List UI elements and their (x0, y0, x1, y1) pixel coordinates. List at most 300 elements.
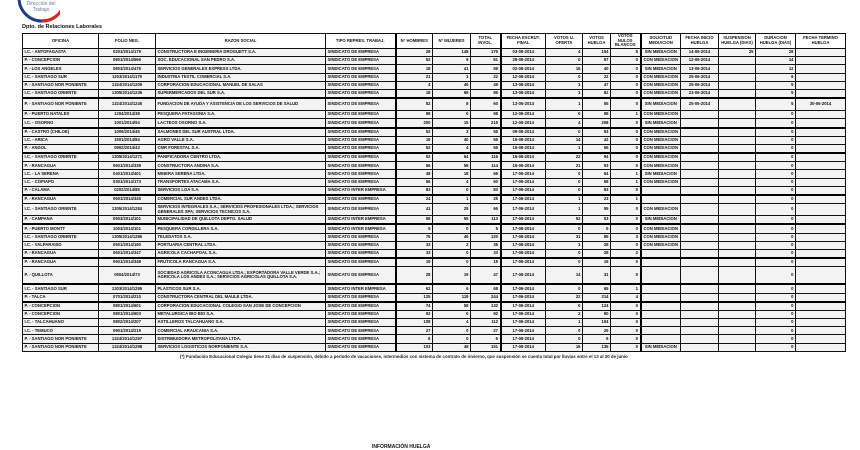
table-cell: 45 (433, 233, 471, 241)
table-cell: CONSTRUCTORA ANDINA S.A. (156, 162, 326, 170)
table-cell: 25 (583, 327, 611, 335)
table-cell (719, 153, 756, 162)
table-cell: 21 (546, 162, 583, 170)
table-cell: 68 (471, 284, 501, 293)
table-cell (796, 343, 846, 351)
table-cell: 52 (396, 57, 433, 65)
table-cell: 16-06-2014 (501, 162, 546, 170)
table-cell (796, 128, 846, 137)
table-cell: SERVICIOS GENERALES EXPRESS LTDA. (156, 65, 326, 73)
table-cell: I.C. - TALCAHUANO (23, 319, 99, 327)
table-cell: 98 (396, 111, 433, 119)
table-cell: 0 (433, 249, 471, 258)
table-cell: 0 (546, 178, 583, 186)
table-header-row (23, 34, 846, 49)
table-cell: SINDICATO DE EMPRESA (326, 241, 396, 249)
table-cell: PANIFICADORA CENTRO LTDA. (156, 153, 326, 162)
table-cell: 40 (433, 136, 471, 144)
table-cell: PORTUARIA CENTRAL LTDA. (156, 241, 326, 249)
table-row (23, 343, 846, 351)
table-cell: 0 (611, 73, 641, 81)
table-cell: I.C. - COPIAPO (23, 178, 99, 186)
table-cell: P. - RANCAGUA (23, 249, 99, 258)
table-cell: 215 (471, 119, 501, 128)
table-cell: 27 (471, 327, 501, 335)
table-cell: 0 (756, 258, 796, 267)
table-cell: 55 (433, 216, 471, 225)
table-cell (681, 186, 719, 195)
table-cell: 52 (396, 144, 433, 153)
table-cell: SINDICATO DE EMPRESA (326, 98, 396, 111)
table-cell: 1 (433, 195, 471, 204)
table-row (23, 267, 846, 285)
table-cell: 0 (611, 136, 641, 144)
table-cell: 108 (396, 319, 433, 327)
table-cell (681, 293, 719, 302)
table-cell: 0801/2014/566 (99, 57, 156, 65)
table-cell: P. - CAMPANA (23, 216, 99, 225)
table-cell (796, 319, 846, 327)
table-cell: 92 (396, 310, 433, 318)
table-cell (681, 267, 719, 285)
column-header: TIPO REPRES. TRABAJ. (326, 34, 396, 49)
table-cell (719, 302, 756, 311)
table-cell (641, 284, 681, 293)
table-cell: 0 (756, 319, 796, 327)
table-cell: 3 (611, 233, 641, 241)
table-cell (681, 178, 719, 186)
table-cell (719, 136, 756, 144)
table-row (23, 153, 846, 162)
table-cell: 0 (546, 258, 583, 267)
table-cell: 1005/2014/45 (99, 128, 156, 137)
table-cell (681, 170, 719, 178)
table-cell: 1 (611, 284, 641, 293)
table-cell: 0 (756, 302, 796, 311)
table-cell (719, 81, 756, 89)
table-cell: 1305/2014/1286 (99, 233, 156, 241)
table-cell: 114 (471, 162, 501, 170)
table-cell: 0 (756, 144, 796, 153)
table-cell: 56 (396, 178, 433, 186)
table-row (23, 73, 846, 81)
table-cell: I.C. - SANTIAGO ORIENTE (23, 204, 99, 216)
table-cell: P. - CONCEPCION (23, 302, 99, 311)
table-cell: P. - SANTIAGO NOR PONIENTE (23, 343, 99, 351)
table-cell: 16-06-2014 (501, 144, 546, 153)
table-cell: CON MEDIACION (641, 153, 681, 162)
table-cell (719, 310, 756, 318)
table-cell (681, 327, 719, 335)
table-cell: 33 (396, 249, 433, 258)
table-cell: I.C. - OSORNO (23, 119, 99, 128)
table-cell: SUPERMERCADOS DEL SUR S.A. (156, 89, 326, 98)
table-cell: I.C. - SANTIAGO SUR (23, 73, 99, 81)
table-cell: 0 (756, 327, 796, 335)
table-cell: 132 (471, 302, 501, 311)
table-cell: 0 (756, 136, 796, 144)
table-cell: 0601/2014/339 (99, 162, 156, 170)
table-cell: 17-06-2014 (501, 233, 546, 241)
column-header: VOTOS NULOS BLANCOS (611, 34, 641, 49)
column-header: OFICINA (23, 34, 99, 49)
table-cell: SIN MEDIACION (641, 98, 681, 111)
table-cell: 0 (756, 267, 796, 285)
table-cell: 28 (396, 267, 433, 285)
table-cell (641, 310, 681, 318)
table-cell (719, 319, 756, 327)
table-cell (719, 111, 756, 119)
table-cell (719, 284, 756, 293)
table-row (23, 49, 846, 57)
table-cell (719, 144, 756, 153)
table-cell: 0 (756, 153, 796, 162)
table-cell: P. - SANTIAGO NOR PONIENTE (23, 335, 99, 343)
table-cell: P. - SANTIAGO NOR PONIENTE (23, 81, 99, 89)
table-cell: 25 (719, 49, 756, 57)
table-cell: 0 (611, 258, 641, 267)
table-cell: 68 (433, 89, 471, 98)
table-cell: 0 (611, 310, 641, 318)
table-cell: 0 (546, 128, 583, 137)
table-cell: 0 (611, 216, 641, 225)
table-cell: P. - PUERTO MONTT (23, 224, 99, 233)
table-cell (681, 319, 719, 327)
table-cell: 5 (471, 224, 501, 233)
table-cell: 66 (471, 170, 501, 178)
table-cell: I.C. - SANTIAGO ORIENTE (23, 89, 99, 98)
table-cell: 28 (583, 249, 611, 258)
table-cell: 0 (611, 343, 641, 351)
table-cell: P. - LOS ANGELES (23, 65, 99, 73)
table-cell: 17-06-2014 (501, 258, 546, 267)
table-cell: 2 (433, 241, 471, 249)
table-cell: 3 (433, 128, 471, 137)
table-cell: 9 (433, 57, 471, 65)
table-cell: 42 (583, 136, 611, 144)
table-cell: 22 (546, 153, 583, 162)
table-cell: CON MEDIACION (641, 178, 681, 186)
table-cell: 0 (756, 170, 796, 178)
table-cell (796, 327, 846, 335)
table-cell: TELEDATOS S.A. (156, 233, 326, 241)
table-cell: 0 (756, 216, 796, 225)
column-header: FOLIO NEG. (99, 34, 156, 49)
table-cell (681, 128, 719, 137)
table-cell: 103 (396, 343, 433, 351)
table-row (23, 119, 846, 128)
table-cell: 49 (471, 81, 501, 89)
table-cell: I.C. - VALPARAISO (23, 241, 99, 249)
table-cell: CON MEDIACION (641, 241, 681, 249)
table-cell (681, 119, 719, 128)
table-cell: 0601/2014/348 (99, 258, 156, 267)
table-cell (641, 258, 681, 267)
table-cell: 0 (611, 89, 641, 98)
table-cell: CON MEDIACION (641, 224, 681, 233)
table-cell: 0 (756, 162, 796, 170)
table-cell: 0802/2014/207 (99, 319, 156, 327)
table-cell: SINDICATO DE EMPRESA (326, 81, 396, 89)
table-cell: 82 (583, 89, 611, 98)
table-cell (796, 136, 846, 144)
table-cell: 09-06-2014 (501, 128, 546, 137)
table-cell: 4 (396, 81, 433, 89)
table-cell (796, 111, 846, 119)
table-cell: 31 (546, 233, 583, 241)
table-cell: 119 (433, 293, 471, 302)
table-cell: 53 (583, 128, 611, 137)
table-cell: P. - CONCEPCION (23, 57, 99, 65)
table-cell: COMERCIAL SUR ANDES LTDA. (156, 195, 326, 204)
table-cell: 17-06-2014 (501, 343, 546, 351)
table-cell: 208 (583, 119, 611, 128)
table-cell: PLASTICOS SUR S.A. (156, 284, 326, 293)
table-cell: 28 (756, 49, 796, 57)
table-cell: ASTILLEROS TALCAHUANO S.A. (156, 319, 326, 327)
table-cell: 0504/2014/73 (99, 267, 156, 285)
table-cell: 17-06-2014 (501, 319, 546, 327)
table-cell: SALMONES DEL SUR AUSTRAL LTDA. (156, 128, 326, 137)
table-cell: 12-06-2014 (501, 119, 546, 128)
table-cell (796, 119, 846, 128)
table-cell: SINDICATO DE EMPRESA (326, 128, 396, 137)
table-cell: I.C. - SANTIAGO ORIENTE (23, 233, 99, 241)
table-cell: 1303/2014/1179 (99, 73, 156, 81)
table-cell: 0 (611, 57, 641, 65)
table-cell: SINDICATO DE EMPRESA (326, 73, 396, 81)
table-cell (681, 343, 719, 351)
table-cell: I.C. - ARICA (23, 136, 99, 144)
table-cell: 0 (756, 224, 796, 233)
table-cell: CORPORACION EDUCACIONAL COLEGIO SAN JOSE DE CONCEPCION (156, 302, 326, 311)
table-cell (796, 65, 846, 73)
table-cell: 1 (546, 241, 583, 249)
table-cell: 98 (471, 111, 501, 119)
column-header: RAZON SOCIAL (156, 34, 326, 49)
table-cell: 19 (471, 258, 501, 267)
table-cell: 0 (611, 144, 641, 153)
table-cell: 120 (471, 233, 501, 241)
table-cell: 47 (583, 81, 611, 89)
table-cell: 1305/2014/1236 (99, 89, 156, 98)
table-cell: 0503/2014/101 (99, 216, 156, 225)
table-row (23, 65, 846, 73)
table-cell: 56 (471, 144, 501, 153)
logo-line1: Dirección del (26, 1, 56, 7)
table-cell: 17-06-2014 (501, 204, 546, 216)
table-cell: 55 (583, 144, 611, 153)
table-cell: 0 (546, 249, 583, 258)
table-cell: 58 (396, 216, 433, 225)
table-cell: 55 (583, 204, 611, 216)
table-cell (796, 170, 846, 178)
table-cell: 4 (546, 49, 583, 57)
table-cell: 5 (396, 224, 433, 233)
table-cell: SIN MEDIACION (641, 49, 681, 57)
table-cell: 0 (611, 335, 641, 343)
table-cell (719, 335, 756, 343)
table-cell: 55 (471, 128, 501, 137)
table-row (23, 128, 846, 137)
table-row (23, 224, 846, 233)
table-cell: SINDICATO DE EMPRESA (326, 111, 396, 119)
table-cell: I.C. - SANTIAGO ORIENTE (23, 153, 99, 162)
table-cell: P. - ANGOL (23, 144, 99, 153)
table-cell: P. - RANCAGUA (23, 195, 99, 204)
table-cell: 0 (611, 162, 641, 170)
table-row (23, 258, 846, 267)
table-cell: 0 (611, 65, 641, 73)
table-cell: 116 (471, 153, 501, 162)
table-cell (796, 293, 846, 302)
table-cell: 1 (546, 81, 583, 89)
table-cell: AGRICOLA CACHAPOAL S.A. (156, 249, 326, 258)
table-cell (796, 335, 846, 343)
table-cell: P. - RANCAGUA (23, 162, 99, 170)
table-cell: 57 (583, 57, 611, 65)
table-cell: CONSTRUCTORA E INGENIERIA DROGUETT S.A. (156, 49, 326, 57)
table-cell: 13-06-2014 (501, 81, 546, 89)
table-cell: 176 (471, 49, 501, 57)
table-cell: SINDICATO DE EMPRESA (326, 89, 396, 98)
table-cell: 14 (546, 267, 583, 285)
table-cell: CORPORACION EDUCACIONAL MANUEL DE SALAS (156, 81, 326, 89)
table-cell: 0 (546, 302, 583, 311)
table-cell: 93 (583, 162, 611, 170)
table-cell: 0901/2014/219 (99, 327, 156, 335)
table-cell: 0 (611, 81, 641, 89)
table-cell: 17-06-2014 (501, 310, 546, 318)
table-cell: SINDICATO DE EMPRESA (326, 267, 396, 285)
table-cell: 13-06-2014 (681, 65, 719, 73)
table-cell: SINDICATO INTER EMPRESA (326, 216, 396, 225)
table-cell (641, 186, 681, 195)
column-header: N° MUJERES (433, 34, 471, 49)
table-cell: P. - RANCAGUA (23, 258, 99, 267)
table-cell: SINDICATO INTER EMPRESA (326, 284, 396, 293)
table-cell: 61 (471, 57, 501, 65)
table-cell: 1 (611, 195, 641, 204)
table-cell: 0 (756, 178, 796, 186)
table-cell (796, 310, 846, 318)
table-cell: 0 (546, 327, 583, 335)
table-cell: 0301/2014/173 (99, 178, 156, 186)
table-row (23, 293, 846, 302)
table-cell: CON MEDIACION (641, 73, 681, 81)
table-cell: 52 (396, 153, 433, 162)
table-cell: 33 (471, 249, 501, 258)
table-cell (681, 335, 719, 343)
table-row (23, 204, 846, 216)
table-row (23, 136, 846, 144)
table-cell: 0 (611, 241, 641, 249)
table-cell (796, 186, 846, 195)
table-cell: 52 (546, 216, 583, 225)
table-cell: 0 (433, 258, 471, 267)
table-cell: 28 (583, 241, 611, 249)
table-cell (719, 186, 756, 195)
table-cell: 17-06-2014 (501, 216, 546, 225)
table-cell: SOCIEDAD AGRICOLA ACONCAGUA LTDA.; EXPORTADORA VALLE VERDE S.A.; AGRICOLA LOS ANDES S.A.; SERVICIOS AGRICOLAS QUILLOTA S.A. (156, 267, 326, 285)
table-cell (641, 267, 681, 285)
table-cell: 0 (611, 302, 641, 311)
table-cell: 0 (546, 57, 583, 65)
table-cell: 17-06-2014 (501, 186, 546, 195)
table-cell: 14 (756, 57, 796, 65)
table-cell: SINDICATO DE EMPRESA (326, 195, 396, 204)
table-cell: 0 (756, 119, 796, 128)
table-cell: P. - CONCEPCION (23, 310, 99, 318)
table-cell: 03-06-2014 (501, 49, 546, 57)
table-cell (719, 162, 756, 170)
table-cell: 17-06-2014 (501, 284, 546, 293)
table-cell (681, 258, 719, 267)
table-cell: TRANSPORTES ATACAMA S.A. (156, 178, 326, 186)
table-cell (681, 233, 719, 241)
table-cell (719, 267, 756, 285)
table-cell: 244 (471, 293, 501, 302)
table-cell: CON MEDIACION (641, 136, 681, 144)
table-cell: 66 (471, 204, 501, 216)
table-cell (796, 241, 846, 249)
table-cell: 17-06-2014 (501, 241, 546, 249)
table-row (23, 111, 846, 119)
table-cell: 6 (756, 73, 796, 81)
table-cell: 151 (471, 343, 501, 351)
column-header: FECHA TERMINO HUELGA (796, 34, 846, 49)
table-cell (681, 310, 719, 318)
logo (0, 0, 60, 22)
table-cell: 13-06-2014 (501, 89, 546, 98)
table-cell (719, 258, 756, 267)
table-cell: SIN MEDIACION (641, 65, 681, 73)
table-cell: SINDICATO DE EMPRESA (326, 233, 396, 241)
table-cell: 4 (611, 293, 641, 302)
table-cell: 4 (433, 319, 471, 327)
table-cell: 16-06-2014 (501, 136, 546, 144)
table-cell: SIN MEDIACION (641, 170, 681, 178)
table-cell (719, 98, 756, 111)
table-cell: 27 (396, 327, 433, 335)
table-cell: 17-06-2014 (501, 302, 546, 311)
table-cell: 21 (396, 73, 433, 81)
table-cell: 0902/2014/43 (99, 144, 156, 153)
table-cell: 35 (471, 241, 501, 249)
table-cell: 124 (583, 302, 611, 311)
table-cell: 13-06-2014 (501, 98, 546, 111)
table-cell: FRUTICOLA RANCAGUA S.A. (156, 258, 326, 267)
table-cell (796, 162, 846, 170)
table-cell: 0 (756, 335, 796, 343)
table-cell: 125 (396, 293, 433, 302)
table-cell: 1003/2014/101 (99, 224, 156, 233)
table-cell: 5 (756, 98, 796, 111)
table-row (23, 81, 846, 89)
table-cell (719, 293, 756, 302)
table-cell (719, 249, 756, 258)
table-cell: SINDICATO DE EMPRESA (326, 343, 396, 351)
table-cell: CON MEDIACION (641, 89, 681, 98)
table-cell: 1 (611, 111, 641, 119)
table-row (23, 233, 846, 241)
table-cell: 94 (583, 153, 611, 162)
table-cell: 0 (546, 186, 583, 195)
logo-text (20, 1, 62, 13)
table-cell (719, 178, 756, 186)
table-cell: 1324/2014/1245 (99, 98, 156, 111)
table-cell: 1 (546, 195, 583, 204)
